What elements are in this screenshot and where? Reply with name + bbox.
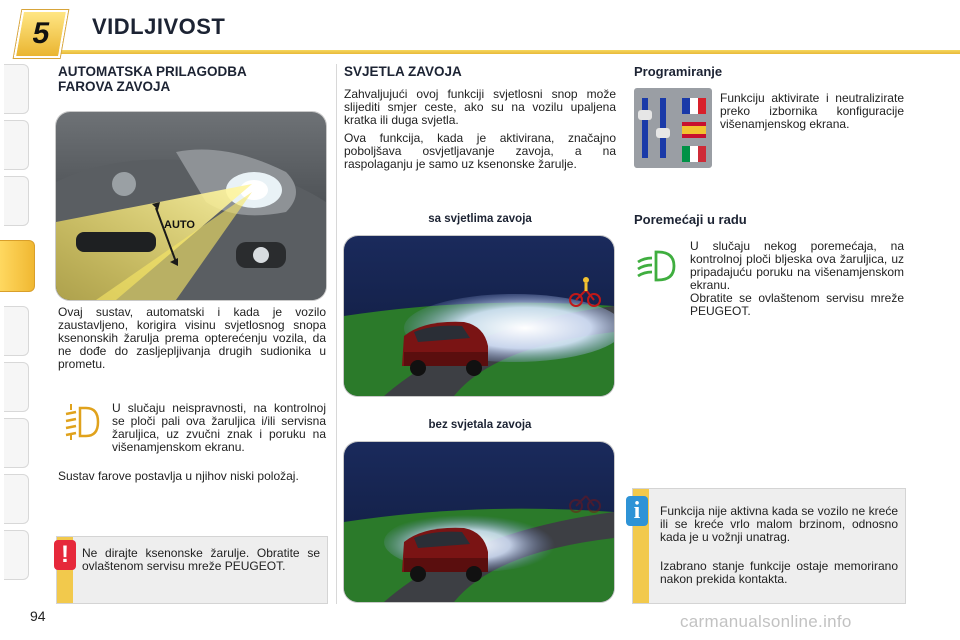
section-title-malfunction: Poremećaji u radu (634, 212, 747, 227)
flag-icon (682, 122, 706, 138)
malfunction-text-2: Obratite se ovlaštenom servisu mreže PEUGEOT. (690, 291, 904, 318)
section-title-cornering-lights: SVJETLA ZAVOJA (344, 64, 462, 79)
info-note-text-1: Funkcija nije aktivna kada se vozilo ne kreće ili se kreće vrlo malom brzinom, odnosno kada je u vožnji unatrag. (660, 504, 898, 544)
info-note-text-2: Izabrano stanje funkcije ostaje memorirano nakon prekida kontakta. (660, 559, 898, 586)
header-rule (52, 50, 960, 54)
page-number: 94 (30, 608, 46, 624)
headlamp-leveling-warning-icon (62, 402, 104, 442)
chapter-tab[interactable] (4, 474, 29, 524)
info-icon: i (626, 496, 648, 526)
photo-auto-label: AUTO (164, 219, 195, 231)
cornering-paragraph-1: Zahvaljujući ovoj funkciji svjetlosni snop može slijediti smjer ceste, ako su na vozilu upaljena kratka ili duga svjetla. (344, 87, 616, 127)
chapter-tab[interactable] (4, 418, 29, 468)
watermark: carmanualsonline.info (680, 612, 852, 631)
headlamp-photo (56, 112, 326, 300)
chapter-tab[interactable] (4, 64, 29, 114)
section-title-programming: Programiranje (634, 64, 723, 79)
multifunction-display-menu-icon (634, 88, 712, 168)
chapter-number-badge: 5 (14, 10, 68, 58)
warning-note-text: Ne dirajte ksenonske žarulje. Obratite se ovlaštenom servisu mreže PEUGEOT. (82, 546, 320, 573)
cornering-paragraph-2: Ova funkcija, kada je aktivirana, značajno poboljšava osvjetljavanje zavoja, a na raspolaganju je samo uz ksenonske žarulje. (344, 131, 616, 171)
chapter-tab[interactable] (4, 176, 29, 226)
chapter-tab[interactable] (4, 120, 29, 170)
low-beam-text: Sustav farove postavlja u njihov niski položaj. (58, 469, 299, 483)
programming-text: Funkciju aktivirate i neutralizirate preko izbornika konfiguracije višenamjenskog ekrana. (720, 91, 904, 131)
chapter-tab[interactable] (4, 306, 29, 356)
section-title-auto-leveling: AUTOMATSKA PRILAGODBA FAROVA ZAVOJA (58, 64, 247, 94)
chapter-title: VIDLJIVOST (92, 14, 226, 39)
flag-icon (682, 146, 706, 162)
chapter-tab-active[interactable] (0, 240, 35, 292)
flag-icon (682, 98, 706, 114)
chapter-tab[interactable] (4, 362, 29, 412)
road-illustration-without-cornering (344, 442, 614, 602)
chapter-tabs (0, 64, 34, 584)
malfunction-text-1: U slučaju nekog poremećaja, na kontrolnoj ploči bljeska ova žaruljica, uz pripadajuću poruku na višenamjenskom ekranu. (690, 239, 904, 292)
auto-leveling-paragraph: Ovaj sustav, automatski i kada je vozilo zaustavljeno, korigira visinu svjetlosnog snopa ksenonskih žarulja prema opterećenju vozila, da ne dođe do zasljepljivanja drugih sudionika u prometu. (58, 305, 326, 371)
caption-with-cornering: sa svjetlima zavoja (428, 213, 532, 225)
chapter-tab[interactable] (4, 530, 29, 580)
column-divider (336, 64, 337, 604)
road-illustration-with-cornering (344, 236, 614, 396)
fault-warning-text: U slučaju neispravnosti, na kontrolnoj se ploči pali ova žaruljica i/ili servisna žaruljica, uz zvučni znak i poruku na višenamjenskom ekranu. (112, 401, 326, 454)
caption-without-cornering: bez svjetala zavoja (428, 419, 532, 431)
warning-icon: ! (54, 540, 76, 570)
directional-headlamp-warning-icon (634, 248, 682, 284)
